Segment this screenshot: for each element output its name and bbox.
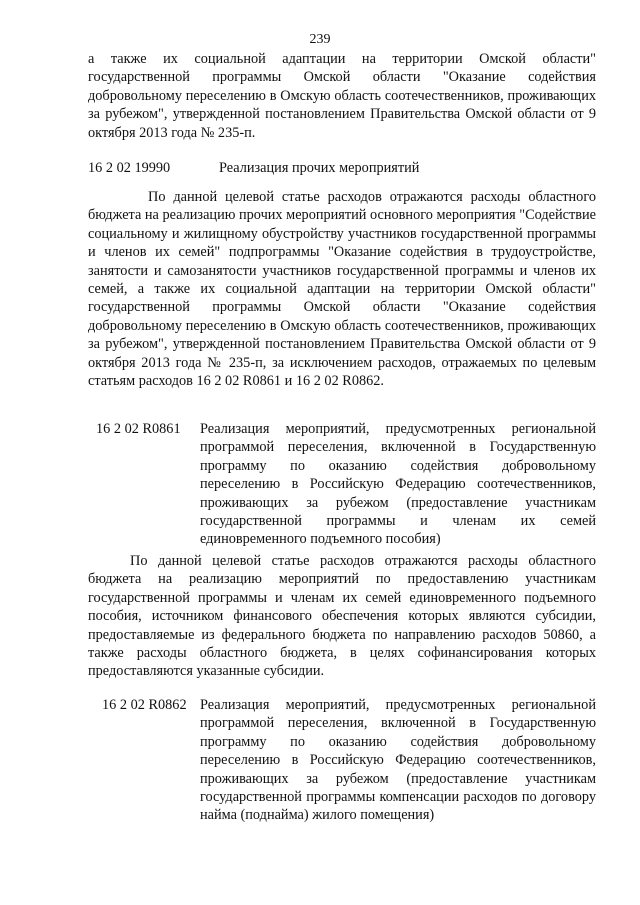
entry-code: 16 2 02 R0862 (102, 697, 187, 713)
entry-code: 16 2 02 R0861 (96, 421, 181, 437)
entry-code: 16 2 02 19990 (88, 160, 171, 176)
intro-paragraph: а также их социальной адаптации на территории Омской области" государственной программы Омской области "Оказание содействия добровольному переселению в Омскую область соотечественников, проживающих за рубежом", утвержденной постановлением Правительства Омской области от 9 октября 2013 года № 235-п. (88, 51, 596, 141)
page-number: 239 (309, 32, 331, 47)
entry-title: Реализация прочих мероприятий (219, 160, 420, 176)
description-paragraph: По данной целевой статье расходов отражаются расходы областного бюджета на реализацию прочих мероприятий основного мероприятия "Содействие социальному и жилищному обустройству участников государственной программы и членов их семей" подпрограммы "Оказание содействия в трудоустройстве, занятости и самозанятости участников государственной программы и членов их семей, а также их социальной адаптации на территории Омской области" государственной программы Омской области "Оказание содействия добровольному переселению в Омскую область соотечественников, проживающих за рубежом", утвержденной постановлением Правительства Омской области от 9 октября 2013 года № 235-п, за исключением расходов, отражаемых по целевым статьям расходов 16 2 02 R0861 и 16 2 02 R0862. (88, 189, 596, 390)
description-paragraph: По данной целевой статье расходов отражаются расходы областного бюджета на реализацию мероприятий по предоставлению участникам государственной программы и членам их семей единовременного подъемного пособия, источником финансового обеспечения которых являются субсидии, предоставляемые из федерального бюджета по направлению расходов 50860, а также расходы областного бюджета, в целях софинансирования которых предоставляются указанные субсидии. (88, 553, 596, 680)
entry-title: Реализация мероприятий, предусмотренных региональной программой переселения, включенной в Государственную программу по оказанию содействия добровольному переселению в Российскую Федерацию соотечественников, проживающих за рубежом (предоставление участникам государственной программы компенсации расходов по договору найма (поднайма) жилого помещения) (200, 697, 596, 824)
entry-title: Реализация мероприятий, предусмотренных региональной программой переселения, включенной в Государственную программу по оказанию содействия добровольному переселению в Российскую Федерацию соотечественников, проживающих за рубежом (предоставление участникам государственной программы и членам их семей единовременного подъемного пособия) (200, 421, 596, 548)
